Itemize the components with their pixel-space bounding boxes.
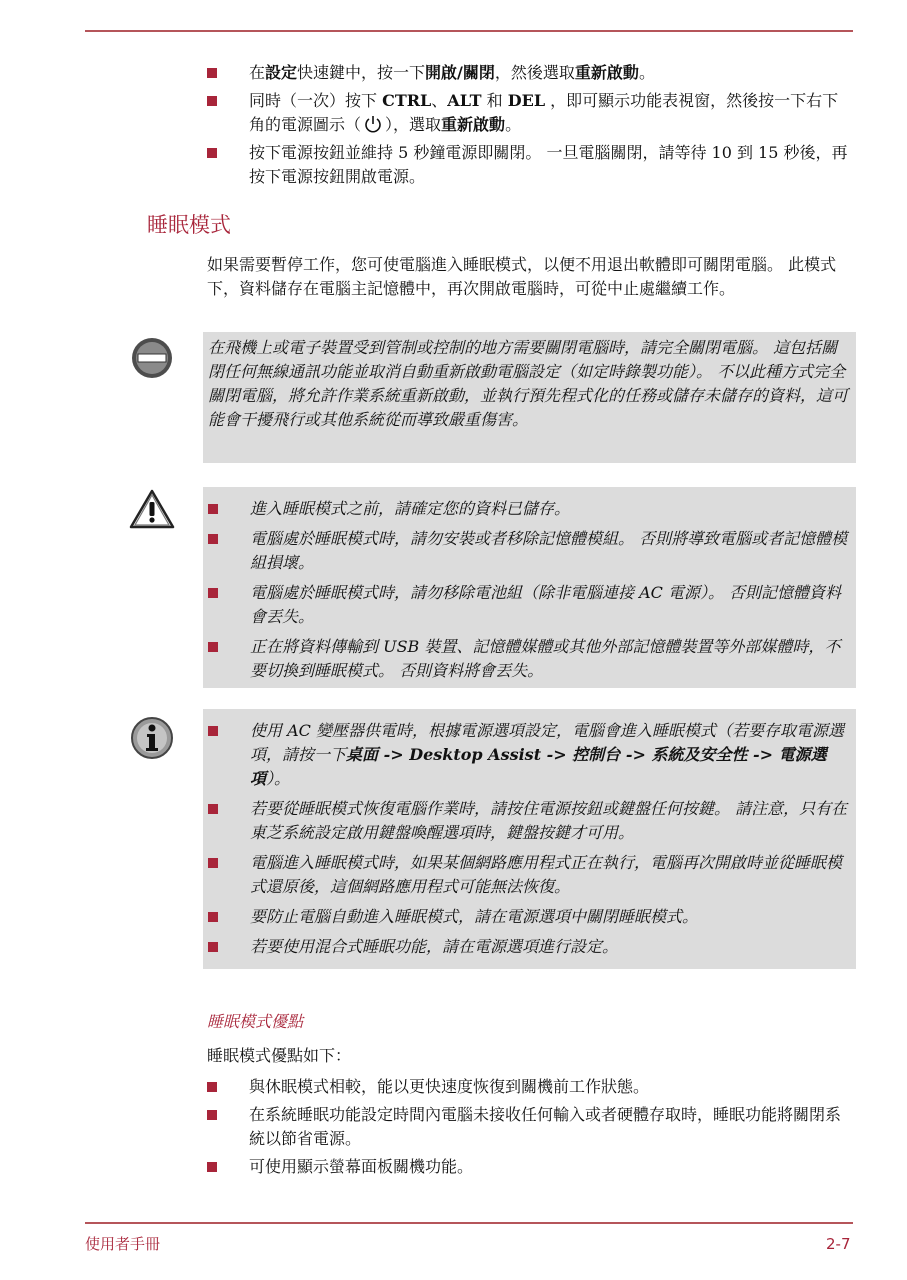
caution-note <box>203 487 856 688</box>
benefits-intro: 睡眠模式優點如下： <box>207 1046 352 1065</box>
list-item: 正在將資料傳輸到 USB 裝置、記憶體媒體或其他外部記憶體裝置等外部媒體時，不要切換到睡眠模式。 否則資料將會丟失。 <box>208 635 850 683</box>
header-rule <box>85 30 853 32</box>
list-item: 要防止電腦自動進入睡眠模式，請在電源選項中關閉睡眠模式。 <box>208 905 850 929</box>
bullet-square <box>207 68 217 78</box>
list-item: 電腦進入睡眠模式時，如果某個網路應用程式正在執行，電腦再次開啟時並從睡眠模式還原後，這個網路應用程式可能無法恢復。 <box>208 851 850 899</box>
list-item: 與休眠模式相較，能以更快速度恢復到關機前工作狀態。 <box>207 1075 852 1099</box>
benefits-list <box>207 1075 852 1183</box>
intro-paragraph: 如果需要暫停工作，您可使電腦進入睡眠模式，以便不用退出軟體即可關閉電腦。 此模式下，資料儲存在電腦主記憶體中，再次開啟電腦時，可從中止處繼續工作。 <box>207 255 837 298</box>
list-item: 電腦處於睡眠模式時，請勿移除電池組（除非電腦連接 AC 電源）。 否則記憶體資料會丟失。 <box>208 581 850 629</box>
list-item: 按下電源按鈕並維持 5 秒鐘電源即關閉。 一旦電腦關閉，請等待 10 到 15 秒後，再按下電源按鈕開啟電源。 <box>207 141 852 189</box>
prohibition-note-text: 在飛機上或電子裝置受到管制或控制的地方需要關閉電腦時，請完全關閉電腦。 這包括關閉任何無線通訊功能並取消自動重新啟動電腦設定（如定時錄製功能）。 不以此種方式完全關閉電腦，將允許作業系統重新啟動，並執行預先程式化的任務或儲存未儲存的資料，這可能會干擾飛行或其他系統從而導致嚴重傷害。 <box>208 338 849 429</box>
bullet-square <box>207 96 217 106</box>
list-item: 進入睡眠模式之前，請確定您的資料已儲存。 <box>208 497 850 521</box>
warning-icon <box>129 488 175 530</box>
footer-rule <box>85 1222 853 1224</box>
prohibition-icon <box>131 337 173 379</box>
list-item: 電腦處於睡眠模式時，請勿安裝或者移除記憶體模組。 否則將導致電腦或者記憶體模組損壞。 <box>208 527 850 575</box>
benefits-title: 睡眠模式優點 <box>207 1012 304 1031</box>
bullet-square <box>207 148 217 158</box>
list-item: 若要使用混合式睡眠功能，請在電源選項進行設定。 <box>208 935 850 959</box>
caution-list <box>203 487 856 697</box>
list-item: 同時（一次）按下 CTRL、ALT 和 DEL ，即可顯示功能表視窗，然後按一下右下角的電源圖示（ ），選取重新啟動。 <box>207 89 852 137</box>
section-title: 睡眠模式 <box>147 213 231 237</box>
footer-manual-title: 使用者手冊 <box>85 1235 161 1253</box>
info-note <box>203 709 856 969</box>
restart-steps-list <box>207 61 852 193</box>
prohibition-note <box>203 332 856 463</box>
list-item: 若要從睡眠模式恢復電腦作業時，請按住電源按鈕或鍵盤任何按鍵。 請注意，只有在東芝系統設定啟用鍵盤喚醒選項時，鍵盤按鍵才可用。 <box>208 797 850 845</box>
page-number: 2-7 <box>826 1235 851 1253</box>
list-item: 使用 AC 變壓器供電時，根據電源選項設定，電腦會進入睡眠模式（若要存取電源選項，請按一下桌面 -> Desktop Assist -> 控制台 -> 系統及安全性 -> 電源選項）。 <box>208 719 850 791</box>
info-list <box>203 709 856 973</box>
info-icon <box>130 716 174 760</box>
list-item: 在系統睡眠功能設定時間內電腦未接收任何輸入或者硬體存取時，睡眠功能將關閉系統以節省電源。 <box>207 1103 852 1151</box>
list-item: 可使用顯示螢幕面板關機功能。 <box>207 1155 852 1179</box>
list-item: 在設定快速鍵中，按一下開啟/關閉，然後選取重新啟動。 <box>207 61 852 85</box>
power-icon <box>363 114 383 134</box>
